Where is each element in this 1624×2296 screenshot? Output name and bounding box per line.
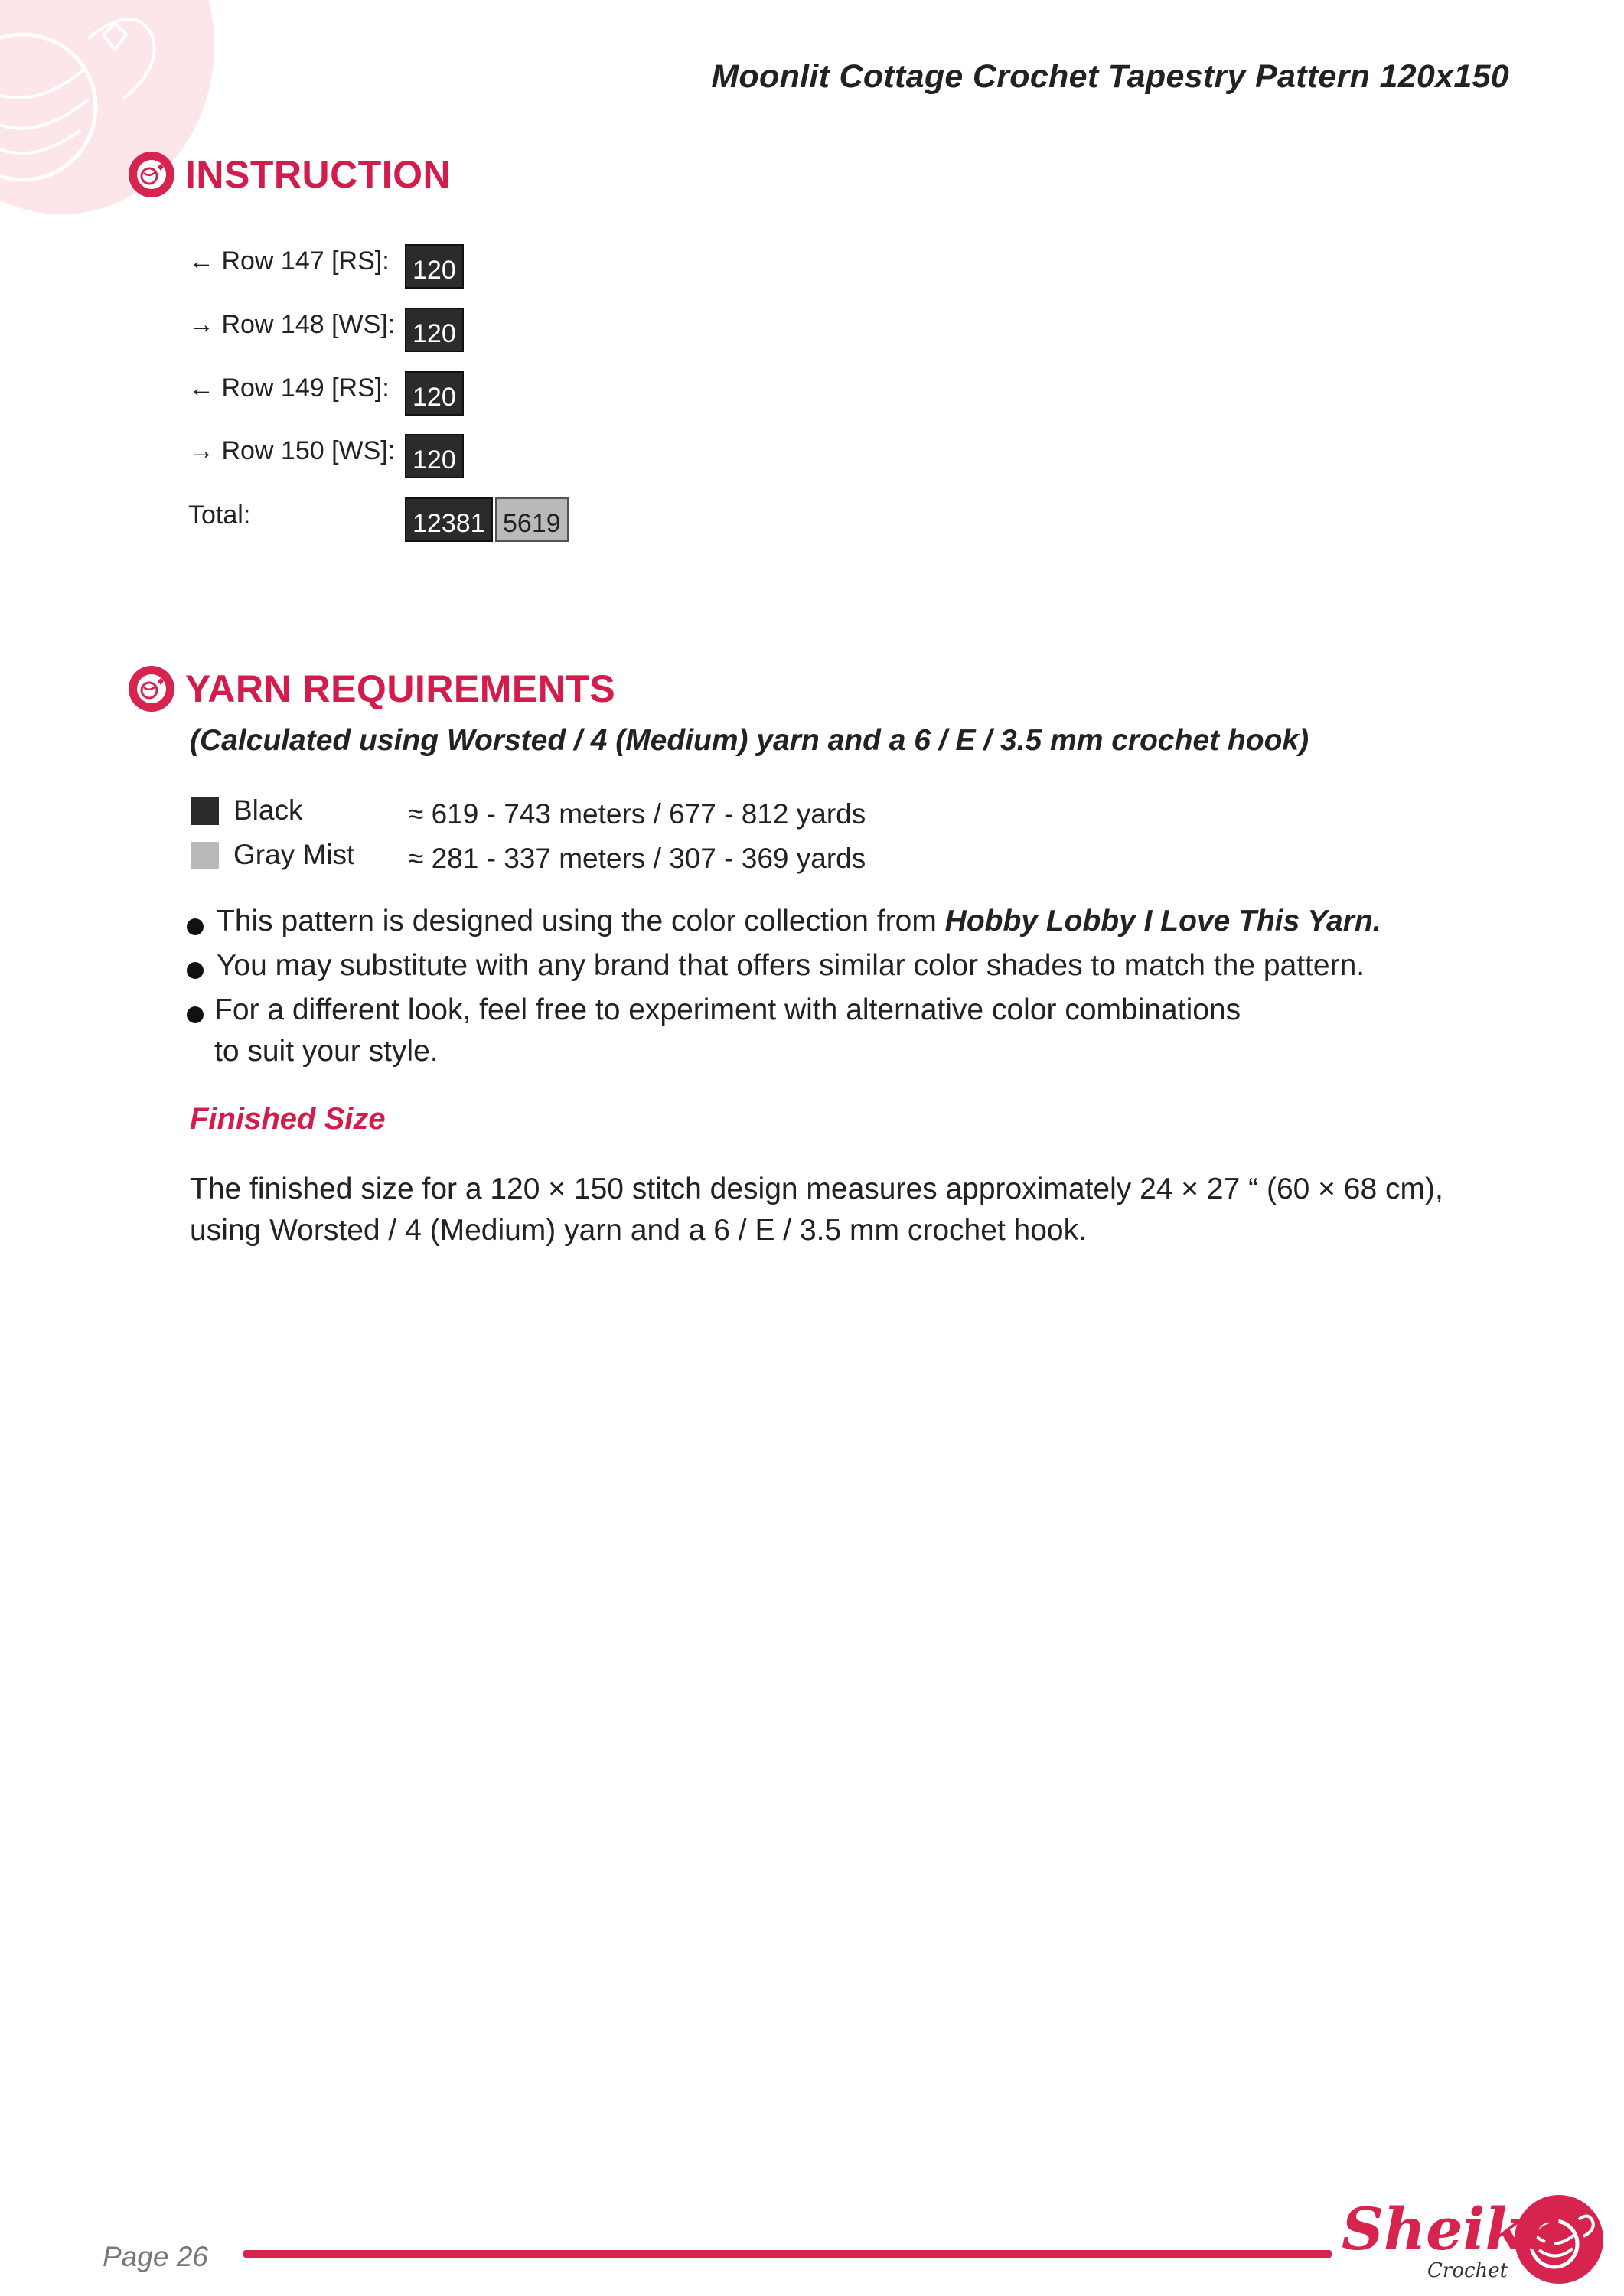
bullet-text-alternative: For a different look, feel free to experiment with alternative color combinations — [214, 993, 1241, 1026]
logo-wordmark: Sheika — [1342, 2195, 1564, 2263]
yarn-name: Gray Mist — [233, 839, 355, 870]
yarn-ball-icon — [129, 152, 174, 197]
finished-size-heading: Finished Size — [190, 1102, 386, 1136]
instruction-heading — [129, 150, 451, 199]
document-title: Moonlit Cottage Crochet Tapestry Pattern 120x150 — [711, 58, 1509, 95]
row-count-black: 120 — [405, 371, 464, 416]
total-label: Total: — [188, 501, 251, 530]
brand-name: Hobby Lobby I Love This Yarn. — [944, 905, 1381, 938]
bullet-text-substitute: You may substitute with any brand that offers similar color shades to match the pattern. — [217, 949, 1365, 982]
row-count-black: 120 — [405, 434, 464, 478]
total-count-gray: 5619 — [495, 497, 569, 542]
finished-size-text-cont: using Worsted / 4 (Medium) yarn and a 6 / E / 3.5 mm crochet hook. — [190, 1214, 1087, 1247]
sheika-crochet-logo — [1335, 2189, 1611, 2288]
bullet-text-collection — [217, 905, 1381, 938]
footer-divider — [243, 2250, 1332, 2258]
yarn-requirements-heading — [129, 664, 615, 713]
row-label: ← Row 149 [RS]: — [188, 373, 390, 403]
bullet-icon — [187, 1006, 204, 1023]
bullet-text-prefix: This pattern is designed using the color collection from — [217, 905, 945, 938]
bullet-icon — [187, 962, 204, 979]
row-label: → Row 148 [WS]: — [188, 310, 396, 339]
yarn-amount: ≈ 281 - 337 meters / 307 - 369 yards — [408, 843, 866, 874]
finished-size-text: The finished size for a 120 × 150 stitch design measures approximately 24 × 27 “ (60 × 68 cm), — [190, 1172, 1443, 1205]
yarn-amount: ≈ 619 - 743 meters / 677 - 812 yards — [408, 798, 866, 830]
row-count-black: 120 — [405, 244, 464, 289]
yarn-name: Black — [233, 794, 303, 826]
row-count-black: 120 — [405, 308, 464, 352]
page-number: Page 26 — [103, 2241, 208, 2272]
color-swatch-gray-mist — [191, 842, 219, 869]
yarn-calculation-note: (Calculated using Worsted / 4 (Medium) yarn and a 6 / E / 3.5 mm crochet hook) — [190, 724, 1309, 757]
row-label: → Row 150 [WS]: — [188, 436, 396, 465]
bullet-text-alternative-cont: to suit your style. — [214, 1035, 439, 1068]
yarn-ball-icon — [129, 666, 174, 712]
logo-subtitle: Crochet — [1427, 2259, 1508, 2282]
yarn-requirements-heading-text: YARN REQUIREMENTS — [185, 667, 616, 710]
bullet-icon — [187, 918, 204, 935]
row-label: ← Row 147 [RS]: — [188, 246, 390, 276]
instruction-heading-text: INSTRUCTION — [185, 153, 452, 196]
color-swatch-black — [191, 797, 219, 825]
total-count-black: 12381 — [405, 497, 493, 542]
